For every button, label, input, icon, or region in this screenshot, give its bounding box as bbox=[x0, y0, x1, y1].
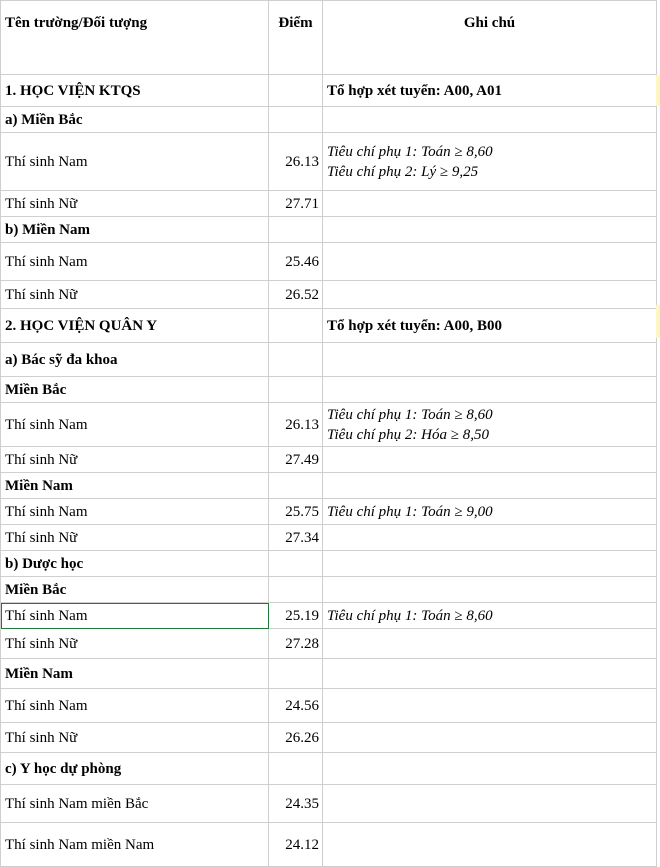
score-cell[interactable] bbox=[269, 217, 323, 243]
score-cell[interactable] bbox=[269, 343, 323, 377]
name-cell[interactable]: Thí sinh Nam bbox=[1, 499, 269, 525]
name-cell[interactable]: c) Y học dự phòng bbox=[1, 753, 269, 785]
table-row bbox=[1, 447, 657, 473]
name-cell[interactable]: Miền Bắc bbox=[1, 577, 269, 603]
name-cell[interactable]: Miền Bắc bbox=[1, 377, 269, 403]
table-row bbox=[1, 377, 657, 403]
score-cell[interactable]: 26.52 bbox=[269, 281, 323, 309]
name-cell[interactable]: Thí sinh Nam bbox=[1, 133, 269, 191]
header-note-label: Ghi chú bbox=[463, 15, 516, 31]
name-cell[interactable]: Thí sinh Nữ bbox=[1, 629, 269, 659]
note-cell[interactable] bbox=[323, 217, 657, 243]
table-row bbox=[1, 403, 657, 447]
note-cell[interactable] bbox=[323, 377, 657, 403]
table-row bbox=[1, 603, 657, 629]
note-cell[interactable] bbox=[323, 281, 657, 309]
score-cell[interactable]: 26.13 bbox=[269, 403, 323, 447]
name-cell[interactable]: Thí sinh Nam bbox=[1, 403, 269, 447]
name-cell[interactable]: b) Dược học bbox=[1, 551, 269, 577]
name-cell[interactable]: 1. HỌC VIỆN KTQS bbox=[1, 75, 269, 107]
table-row bbox=[1, 217, 657, 243]
note-cell[interactable] bbox=[323, 243, 657, 281]
name-cell[interactable]: Thí sinh Nữ bbox=[1, 525, 269, 551]
table-row bbox=[1, 823, 657, 867]
note-cell[interactable] bbox=[323, 343, 657, 377]
name-cell[interactable]: Thí sinh Nữ bbox=[1, 447, 269, 473]
note-cell[interactable]: Tổ hợp xét tuyển: A00, A01 bbox=[323, 75, 657, 107]
header-note-cell[interactable] bbox=[323, 1, 657, 75]
table-row bbox=[1, 499, 657, 525]
table-row bbox=[1, 473, 657, 499]
table-row bbox=[1, 629, 657, 659]
header-row bbox=[1, 1, 657, 75]
score-cell[interactable] bbox=[269, 75, 323, 107]
score-cell[interactable]: 27.71 bbox=[269, 191, 323, 217]
note-cell[interactable] bbox=[323, 577, 657, 603]
name-cell[interactable]: Miền Nam bbox=[1, 473, 269, 499]
table-row bbox=[1, 785, 657, 823]
row-highlight-marker bbox=[656, 75, 660, 106]
table-row bbox=[1, 689, 657, 723]
table-row bbox=[1, 525, 657, 551]
note-cell[interactable] bbox=[323, 403, 657, 447]
score-cell[interactable]: 24.35 bbox=[269, 785, 323, 823]
score-cell[interactable]: 26.13 bbox=[269, 133, 323, 191]
table-row bbox=[1, 133, 657, 191]
note-cell[interactable] bbox=[323, 473, 657, 499]
table-row bbox=[1, 243, 657, 281]
table-row bbox=[1, 281, 657, 309]
note-line: Tiêu chí phụ 2: Lý ≥ 9,25 bbox=[327, 163, 479, 180]
name-cell[interactable]: Thí sinh Nam bbox=[1, 243, 269, 281]
selected-name-cell[interactable]: Thí sinh Nam bbox=[1, 603, 269, 629]
score-cell[interactable]: 24.12 bbox=[269, 823, 323, 867]
note-cell[interactable] bbox=[323, 447, 657, 473]
name-cell[interactable]: Thí sinh Nam miền Nam bbox=[1, 823, 269, 867]
name-cell[interactable]: Thí sinh Nam miền Bắc bbox=[1, 785, 269, 823]
header-name-cell[interactable] bbox=[1, 1, 269, 75]
note-cell[interactable]: Tiêu chí phụ 1: Toán ≥ 8,60 bbox=[323, 603, 657, 629]
table-row bbox=[1, 551, 657, 577]
table-row bbox=[1, 191, 657, 217]
note-cell[interactable] bbox=[323, 629, 657, 659]
note-cell[interactable] bbox=[323, 689, 657, 723]
note-line: Tiêu chí phụ 2: Hóa ≥ 8,50 bbox=[327, 426, 489, 443]
name-cell[interactable]: a) Miền Bắc bbox=[1, 107, 269, 133]
note-cell[interactable]: Tiêu chí phụ 1: Toán ≥ 9,00 bbox=[323, 499, 657, 525]
name-cell[interactable]: b) Miền Nam bbox=[1, 217, 269, 243]
note-line: Tiêu chí phụ 1: Toán ≥ 8,60 bbox=[327, 143, 493, 160]
score-cell[interactable] bbox=[269, 753, 323, 785]
note-cell[interactable] bbox=[323, 753, 657, 785]
table-row bbox=[1, 107, 657, 133]
header-score-label: Điểm bbox=[278, 15, 313, 31]
name-cell[interactable]: Miền Nam bbox=[1, 659, 269, 689]
table-row bbox=[1, 723, 657, 753]
note-cell[interactable] bbox=[323, 107, 657, 133]
name-cell[interactable]: 2. HỌC VIỆN QUÂN Y bbox=[1, 309, 269, 343]
name-cell[interactable]: Thí sinh Nữ bbox=[1, 191, 269, 217]
score-cell[interactable] bbox=[269, 107, 323, 133]
score-cell[interactable] bbox=[269, 551, 323, 577]
score-cell[interactable]: 24.56 bbox=[269, 689, 323, 723]
score-cell[interactable] bbox=[269, 659, 323, 689]
note-line: Tiêu chí phụ 1: Toán ≥ 8,60 bbox=[327, 406, 493, 423]
table-row bbox=[1, 75, 657, 107]
score-cell[interactable] bbox=[269, 473, 323, 499]
name-cell[interactable]: Thí sinh Nữ bbox=[1, 723, 269, 753]
row-highlight-marker bbox=[656, 305, 660, 338]
note-cell[interactable] bbox=[323, 133, 657, 191]
header-score-cell[interactable] bbox=[269, 1, 323, 75]
score-cell[interactable] bbox=[269, 577, 323, 603]
score-cell[interactable] bbox=[269, 309, 323, 343]
table-row bbox=[1, 753, 657, 785]
score-cell[interactable]: 27.28 bbox=[269, 629, 323, 659]
score-cell[interactable]: 25.19 bbox=[269, 603, 323, 629]
note-cell[interactable] bbox=[323, 525, 657, 551]
table-row bbox=[1, 577, 657, 603]
table-row bbox=[1, 659, 657, 689]
note-cell[interactable] bbox=[323, 785, 657, 823]
note-cell[interactable] bbox=[323, 723, 657, 753]
note-cell[interactable] bbox=[323, 659, 657, 689]
score-cell[interactable]: 27.34 bbox=[269, 525, 323, 551]
note-cell[interactable] bbox=[323, 191, 657, 217]
score-cell[interactable] bbox=[269, 377, 323, 403]
table-row bbox=[1, 343, 657, 377]
name-cell[interactable]: Thí sinh Nữ bbox=[1, 281, 269, 309]
score-cell[interactable]: 25.46 bbox=[269, 243, 323, 281]
note-cell[interactable]: Tổ hợp xét tuyển: A00, B00 bbox=[323, 309, 657, 343]
note-cell[interactable] bbox=[323, 823, 657, 867]
note-cell[interactable] bbox=[323, 551, 657, 577]
score-cell[interactable]: 27.49 bbox=[269, 447, 323, 473]
table-row bbox=[1, 309, 657, 343]
score-cell[interactable]: 26.26 bbox=[269, 723, 323, 753]
name-cell[interactable]: a) Bác sỹ đa khoa bbox=[1, 343, 269, 377]
header-name-label: Tên trường/Đối tượng bbox=[5, 15, 148, 31]
name-cell[interactable]: Thí sinh Nam bbox=[1, 689, 269, 723]
score-cell[interactable]: 25.75 bbox=[269, 499, 323, 525]
